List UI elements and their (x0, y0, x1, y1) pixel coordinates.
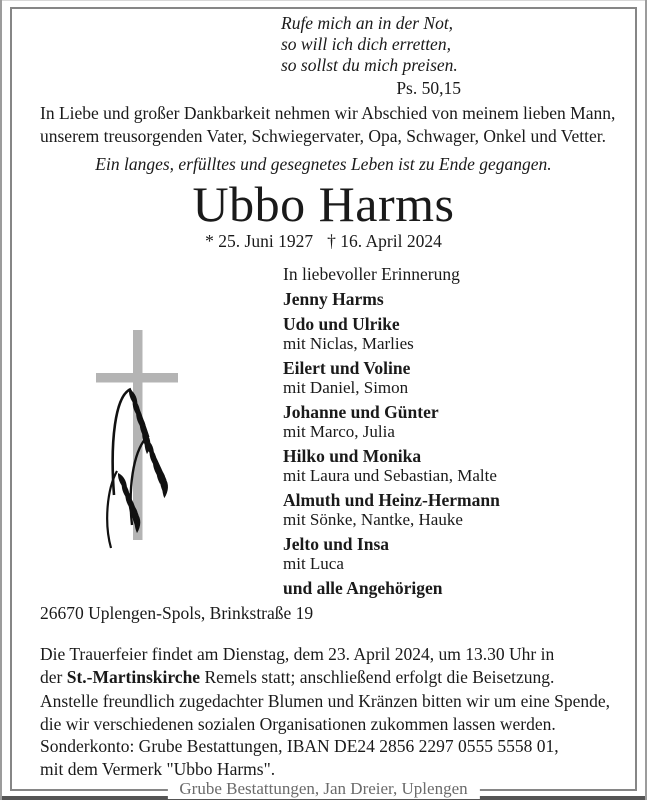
epigraph: Ein langes, erfülltes und gesegnetes Leben ist zu Ende gegangen. (95, 154, 552, 174)
donation-line: Sonderkonto: Grube Bestattungen, IBAN DE24 2856 2297 0555 5558 01, (40, 736, 559, 756)
mourner-name: Jelto und Insa (283, 534, 390, 554)
funeral-line-part: der (40, 666, 67, 687)
intro-paragraph (40, 102, 615, 147)
cross-and-wheat-icon (86, 327, 188, 559)
mourner-name: und alle Angehörigen (283, 578, 443, 598)
mourner-name: Almuth und Heinz-Hermann (283, 490, 500, 510)
mourner-name: Jenny Harms (283, 289, 384, 309)
mourner-name: Johanne und Günter (283, 402, 439, 422)
life-dates (0, 231, 647, 252)
mourner-children: mit Luca (283, 554, 344, 573)
address-line: 26670 Uplengen-Spols, Brinkstraße 19 (40, 603, 314, 623)
mourner-entry (283, 447, 500, 485)
mourner-name: Eilert und Voline (283, 358, 411, 378)
mourner-name: Hilko und Monika (283, 446, 422, 466)
mourner-children: mit Sönke, Nantke, Hauke (283, 510, 463, 529)
funeral-info (40, 643, 554, 688)
verse-line: Rufe mich an in der Not, (281, 13, 454, 33)
memorial-heading: In liebevoller Erinnerung (283, 264, 460, 284)
death-date: † 16. April 2024 (327, 231, 442, 251)
mourner-entry (283, 579, 500, 598)
mourners-section (283, 265, 500, 598)
mourner-children: mit Laura und Sebastian, Malte (283, 466, 497, 485)
mourner-entry (283, 290, 500, 309)
birth-date: * 25. Juni 1927 (205, 231, 314, 251)
intro-line: In Liebe und großer Dankbarkeit nehmen wir Abschied von meinem lieben Mann, (40, 103, 616, 123)
mourner-entry (283, 535, 500, 573)
funeral-line-part: Remels statt; anschließend erfolgt die Beisetzung. (200, 666, 555, 687)
church-name: St.-Martinskirche (66, 666, 201, 687)
mourner-entry (283, 491, 500, 529)
verse-source: Ps. 50,15 (396, 78, 461, 98)
funeral-line: Die Trauerfeier findet am Dienstag, dem 23. April 2024, um 13.30 Uhr in (40, 644, 555, 664)
mourner-entry (283, 315, 500, 353)
donation-line: die wir verschiedenen sozialen Organisationen zukommen lassen werden. (40, 713, 556, 734)
intro-line: unserem treusorgenden Vater, Schwiegervater, Opa, Schwager, Onkel und Vetter. (40, 125, 606, 146)
deceased-name: Ubbo Harms (192, 176, 455, 232)
donation-info (40, 690, 610, 780)
mourner-children: mit Daniel, Simon (283, 378, 409, 397)
funeral-line (40, 666, 554, 689)
mourner-entry (283, 359, 500, 397)
mourner-entry (283, 403, 500, 441)
bible-verse (281, 13, 461, 99)
donation-line: Anstelle freundlich zugedachter Blumen und Kränzen bitten wir um eine Spende, (40, 691, 611, 711)
mourner-children: mit Marco, Julia (283, 422, 395, 441)
mourner-name: Udo und Ulrike (283, 314, 400, 334)
mourner-children: mit Niclas, Marlies (283, 334, 414, 353)
donation-line: mit dem Vermerk "Ubbo Harms". (40, 758, 276, 779)
verse-line: so sollst du mich preisen. (281, 55, 458, 75)
funeral-home-footer: Grube Bestattungen, Jan Dreier, Uplengen (167, 779, 479, 799)
verse-line: so will ich dich erretten, (281, 34, 451, 54)
